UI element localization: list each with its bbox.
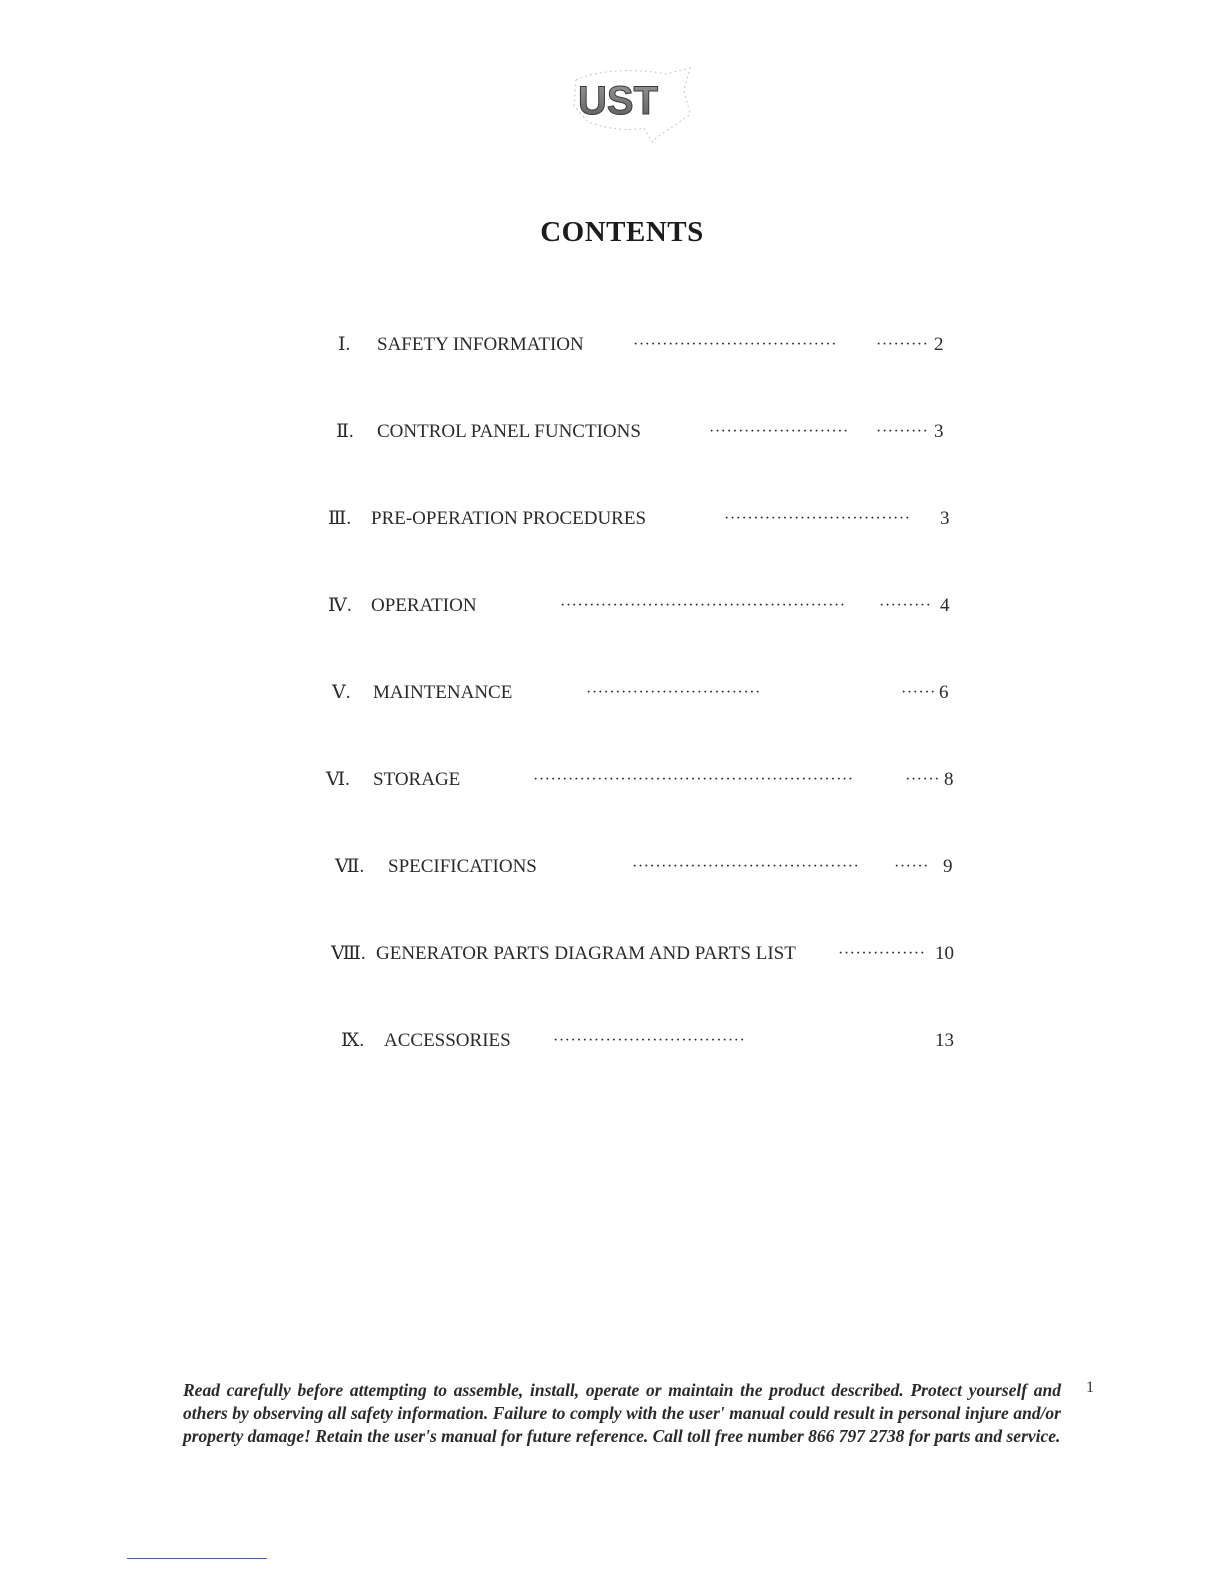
toc-page-number: 13 bbox=[935, 1030, 954, 1051]
toc-numeral: Ⅳ. bbox=[328, 595, 352, 616]
toc-page-number: 2 bbox=[934, 334, 944, 355]
toc-page-number: 10 bbox=[935, 943, 954, 964]
toc-leader-dots: ······················································· bbox=[533, 771, 854, 788]
ust-logo bbox=[566, 62, 702, 148]
toc-entry bbox=[0, 504, 1224, 534]
toc-numeral: Ⅵ. bbox=[326, 769, 350, 790]
footer-rule bbox=[127, 1558, 267, 1559]
toc-label: OPERATION bbox=[371, 595, 477, 616]
toc-page-number: 8 bbox=[944, 769, 954, 790]
toc-numeral: Ⅲ. bbox=[328, 508, 352, 529]
toc-leader-dots: ······································· bbox=[632, 858, 860, 875]
toc-label: GENERATOR PARTS DIAGRAM AND PARTS LIST bbox=[376, 943, 796, 964]
toc-label: SPECIFICATIONS bbox=[388, 856, 537, 877]
page-number: 1 bbox=[1086, 1379, 1094, 1396]
toc-entry bbox=[0, 1026, 1224, 1056]
toc-leader-dots: ································ bbox=[724, 510, 911, 527]
toc-page-number: 9 bbox=[943, 856, 953, 877]
toc-numeral: Ⅱ. bbox=[336, 421, 354, 442]
toc-entry bbox=[0, 330, 1224, 360]
toc-leader-dots: ········· bbox=[879, 597, 932, 614]
toc-label: SAFETY INFORMATION bbox=[377, 334, 584, 355]
toc-leader-dots: ··············· bbox=[838, 945, 926, 962]
toc-page-number: 3 bbox=[940, 508, 950, 529]
toc-leader-dots: ······························ bbox=[586, 684, 761, 701]
toc-leader-dots: ········· bbox=[876, 423, 929, 440]
toc-label: PRE-OPERATION PROCEDURES bbox=[371, 508, 647, 529]
toc-page-number: 3 bbox=[934, 421, 944, 442]
footer-notice: Read carefully before attempting to assemble, install, operate or maintain the product described. Protect yourself and others by observing all safety information. Failure to comply with the user' manual could result in personal injure and/or property damage! Retain the user's manual for future reference. Call toll free number 866 797 2738 for parts and service. bbox=[183, 1380, 1061, 1446]
toc-numeral: Ⅴ. bbox=[332, 682, 351, 703]
toc-label: CONTROL PANEL FUNCTIONS bbox=[377, 421, 641, 442]
toc-numeral: Ⅶ. bbox=[335, 856, 365, 877]
page-title: CONTENTS bbox=[540, 216, 704, 248]
toc-leader-dots: ······ bbox=[894, 858, 929, 875]
toc-entry bbox=[0, 417, 1224, 447]
toc-numeral: Ⅷ. bbox=[331, 943, 366, 964]
toc-entry bbox=[0, 765, 1224, 795]
toc-leader-dots: ······ bbox=[905, 771, 940, 788]
toc-leader-dots: ································· bbox=[553, 1032, 746, 1049]
toc-entry bbox=[0, 678, 1224, 708]
toc-leader-dots: ··································· bbox=[633, 336, 837, 353]
toc-leader-dots: ······ bbox=[901, 684, 936, 701]
toc-page-number: 6 bbox=[939, 682, 949, 703]
toc-leader-dots: ················································· bbox=[560, 597, 846, 614]
toc-entry bbox=[0, 939, 1224, 969]
toc-entry bbox=[0, 591, 1224, 621]
toc-leader-dots: ········· bbox=[876, 336, 929, 353]
toc-label: STORAGE bbox=[373, 769, 461, 790]
toc-label: ACCESSORIES bbox=[384, 1030, 511, 1051]
logo-text: UST bbox=[578, 79, 658, 123]
toc-entry bbox=[0, 852, 1224, 882]
toc-numeral: Ⅸ. bbox=[341, 1030, 365, 1051]
toc-page-number: 4 bbox=[940, 595, 950, 616]
toc-leader-dots: ························ bbox=[709, 423, 849, 440]
toc-numeral: Ⅰ. bbox=[338, 334, 351, 355]
toc-label: MAINTENANCE bbox=[373, 682, 513, 703]
